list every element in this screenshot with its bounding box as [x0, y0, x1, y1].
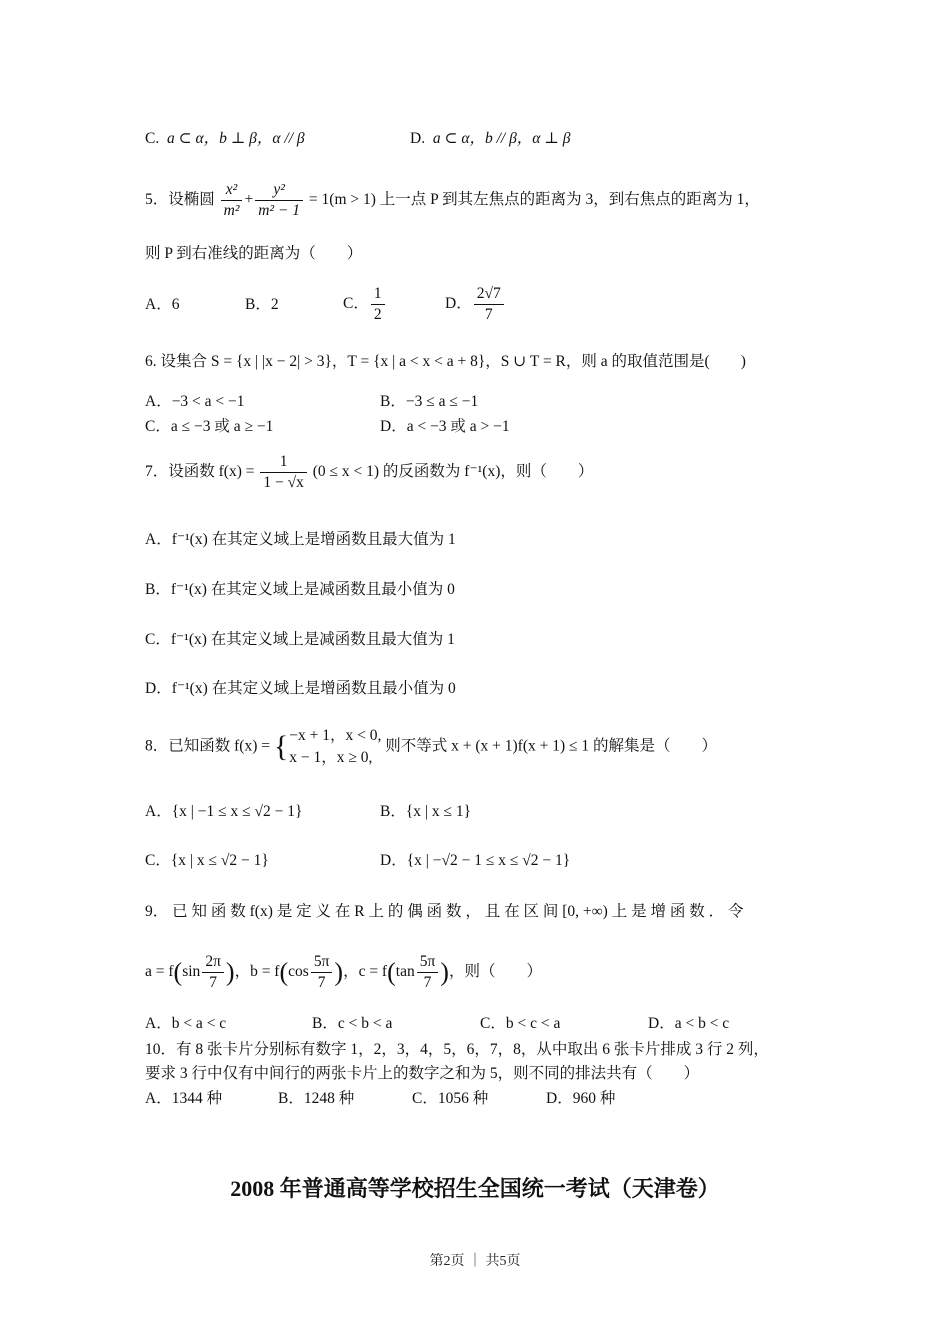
- q5-option-a: A．6: [145, 296, 180, 313]
- q7-option-d: D．f⁻¹(x) 在其定义域上是增函数且最小值为 0: [145, 680, 456, 697]
- q4-option-d-text: a ⊂ α，b // β，α ⊥ β: [432, 130, 571, 147]
- q7-option-a: A．f⁻¹(x) 在其定义域上是增函数且最大值为 1: [145, 531, 456, 548]
- q9-c-rparen: ): [440, 957, 449, 987]
- q5-option-c: [343, 284, 387, 325]
- q9-a-lparen: (: [173, 957, 183, 987]
- q9-option-a: A．b < a < c: [145, 1015, 227, 1032]
- q10-option-d: D．960 种: [546, 1090, 616, 1107]
- page-footer: 第2页 ｜ 共5页: [429, 1254, 521, 1269]
- q7-option-c: C．f⁻¹(x) 在其定义域上是减函数且最大值为 1: [145, 631, 455, 648]
- q9-a-frac: $\frac{2\pi}{7}$: [202, 952, 224, 993]
- q9-c-frac: $\frac{5\pi}{7}$: [417, 952, 439, 993]
- q6-option-b: B．−3 ≤ a ≤ −1: [380, 393, 479, 410]
- q8-case-2: x − 1，x ≥ 0,: [289, 749, 373, 766]
- q4-option-d-label: D.: [410, 130, 426, 147]
- q9-line1: 9． 已 知 函 数 f(x) 是 定 义 在 R 上 的 偶 函 数 ， 且 在 区 间 [0, +∞) 上 是 增 函 数 ． 令: [145, 903, 744, 920]
- q4-option-c-label: C.: [145, 130, 160, 147]
- q6-stem: 6. 设集合 S = {x | |x − 2| > 3}，T = {x | a < x < a + 8}，S ∪ T = R，则 a 的取值范围是( ): [145, 353, 746, 370]
- q8-case-1: −x + 1，x < 0,: [289, 727, 382, 744]
- q5-option-b: B．2: [245, 296, 279, 313]
- q9-a-lead: a = f: [145, 963, 174, 981]
- q9-b-frac: $\frac{5\pi}{7}$: [311, 952, 333, 993]
- q4-option-c: [145, 129, 305, 149]
- q5-option-c-label: C．: [343, 295, 369, 313]
- q9-c-lead: ，c = f: [343, 963, 388, 981]
- q9-a-rparen: ): [225, 957, 235, 987]
- q10-option-b: B．1248 种: [278, 1090, 355, 1107]
- q8-stem: [145, 725, 717, 769]
- section-title: 2008 年普通高等学校招生全国统一考试（天津卷）: [230, 1176, 720, 1201]
- q7-lead: 7．设函数 f(x) =: [145, 463, 255, 481]
- q8-option-a: A．{x | −1 ≤ x ≤ √2 − 1}: [145, 803, 303, 820]
- q9-a-fn: sin: [182, 963, 201, 981]
- q5-option-d-label: D．: [445, 295, 472, 313]
- q6-option-a: A．−3 < a < −1: [145, 393, 245, 410]
- q5-option-d: [445, 284, 506, 325]
- q5-option-d-frac: $\frac{2√7}{7}$: [474, 284, 504, 325]
- q7-frac: $\frac{1}{1 - √x}$: [260, 452, 307, 493]
- q6-option-d: D．a < −3 或 a > −1: [380, 418, 510, 435]
- q7-tail: (0 ≤ x < 1) 的反函数为 f⁻¹(x)，则（ ）: [312, 463, 594, 481]
- q5-stem: 5．设椭圆 $\frac{\text{x²}}{\text{m²}}$ + $\frac{\text{y²}}{\text{m² − 1}}$ = 1(m > 1) 上一点 P 到其左焦点的距离为 3，到右焦点的距离为 1，: [145, 181, 760, 219]
- q9-b-lparen: (: [279, 957, 289, 987]
- q8-tail: 则不等式 x + (x + 1)f(x + 1) ≤ 1 的解集是（ ）: [385, 737, 718, 755]
- q9-option-b: B．c < b < a: [312, 1015, 393, 1032]
- q9-option-c: C．b < c < a: [480, 1015, 561, 1032]
- q7-stem: [145, 452, 593, 493]
- q4-option-c-text: a ⊂ α，b ⊥ β，α // β: [166, 130, 305, 147]
- q10-line1: 10．有 8 张卡片分别标有数字 1，2，3，4，5，6，7，8，从中取出 6 张卡片排成 3 行 2 列，: [145, 1041, 769, 1058]
- q9-b-fn: cos: [288, 963, 309, 981]
- q8-lead: 8．已知函数 f(x) =: [145, 737, 270, 755]
- q5-tail: 上一点 P 到其左焦点的距离为 3，到右焦点的距离为 1，: [379, 191, 760, 209]
- q8-cases: [288, 725, 381, 769]
- q5-equation: = 1(m > 1): [308, 191, 376, 209]
- q8-left-brace: {: [273, 730, 289, 763]
- q9-tail: ，则（ ）: [448, 963, 542, 981]
- q10-option-a: A．1344 种: [145, 1090, 223, 1107]
- q5-line2: 则 P 到右准线的距离为（ ）: [145, 245, 363, 262]
- q9-b-lead: ，b = f: [234, 963, 280, 981]
- q6-option-c: C．a ≤ −3 或 a ≥ −1: [145, 418, 274, 435]
- q10-option-c: C．1056 种: [412, 1090, 489, 1107]
- q5-frac-y: $\frac{\text{y²}}{\text{m² − 1}}$: [255, 180, 303, 221]
- q9-c-fn: tan: [395, 963, 415, 981]
- q4-option-d: [410, 129, 570, 149]
- q7-option-b: B．f⁻¹(x) 在其定义域上是减函数且最小值为 0: [145, 581, 455, 598]
- q8-option-d: D．{x | −√2 − 1 ≤ x ≤ √2 − 1}: [380, 852, 571, 869]
- q9-line2: [145, 952, 542, 993]
- q8-option-b: B．{x | x ≤ 1}: [380, 803, 472, 820]
- q9-c-lparen: (: [387, 957, 396, 987]
- q9-option-d: D．a < b < c: [648, 1015, 730, 1032]
- q5-frac-x: $\frac{\text{x²}}{\text{m²}}$: [221, 180, 243, 221]
- q10-line2: 要求 3 行中仅有中间行的两张卡片上的数字之和为 5，则不同的排法共有（ ）: [145, 1065, 700, 1082]
- q5-lead: 5．设椭圆: [145, 191, 215, 209]
- q5-option-c-frac: $\frac{1}{2}$: [371, 284, 385, 325]
- q9-b-rparen: ): [334, 957, 344, 987]
- q8-option-c: C．{x | x ≤ √2 − 1}: [145, 852, 269, 869]
